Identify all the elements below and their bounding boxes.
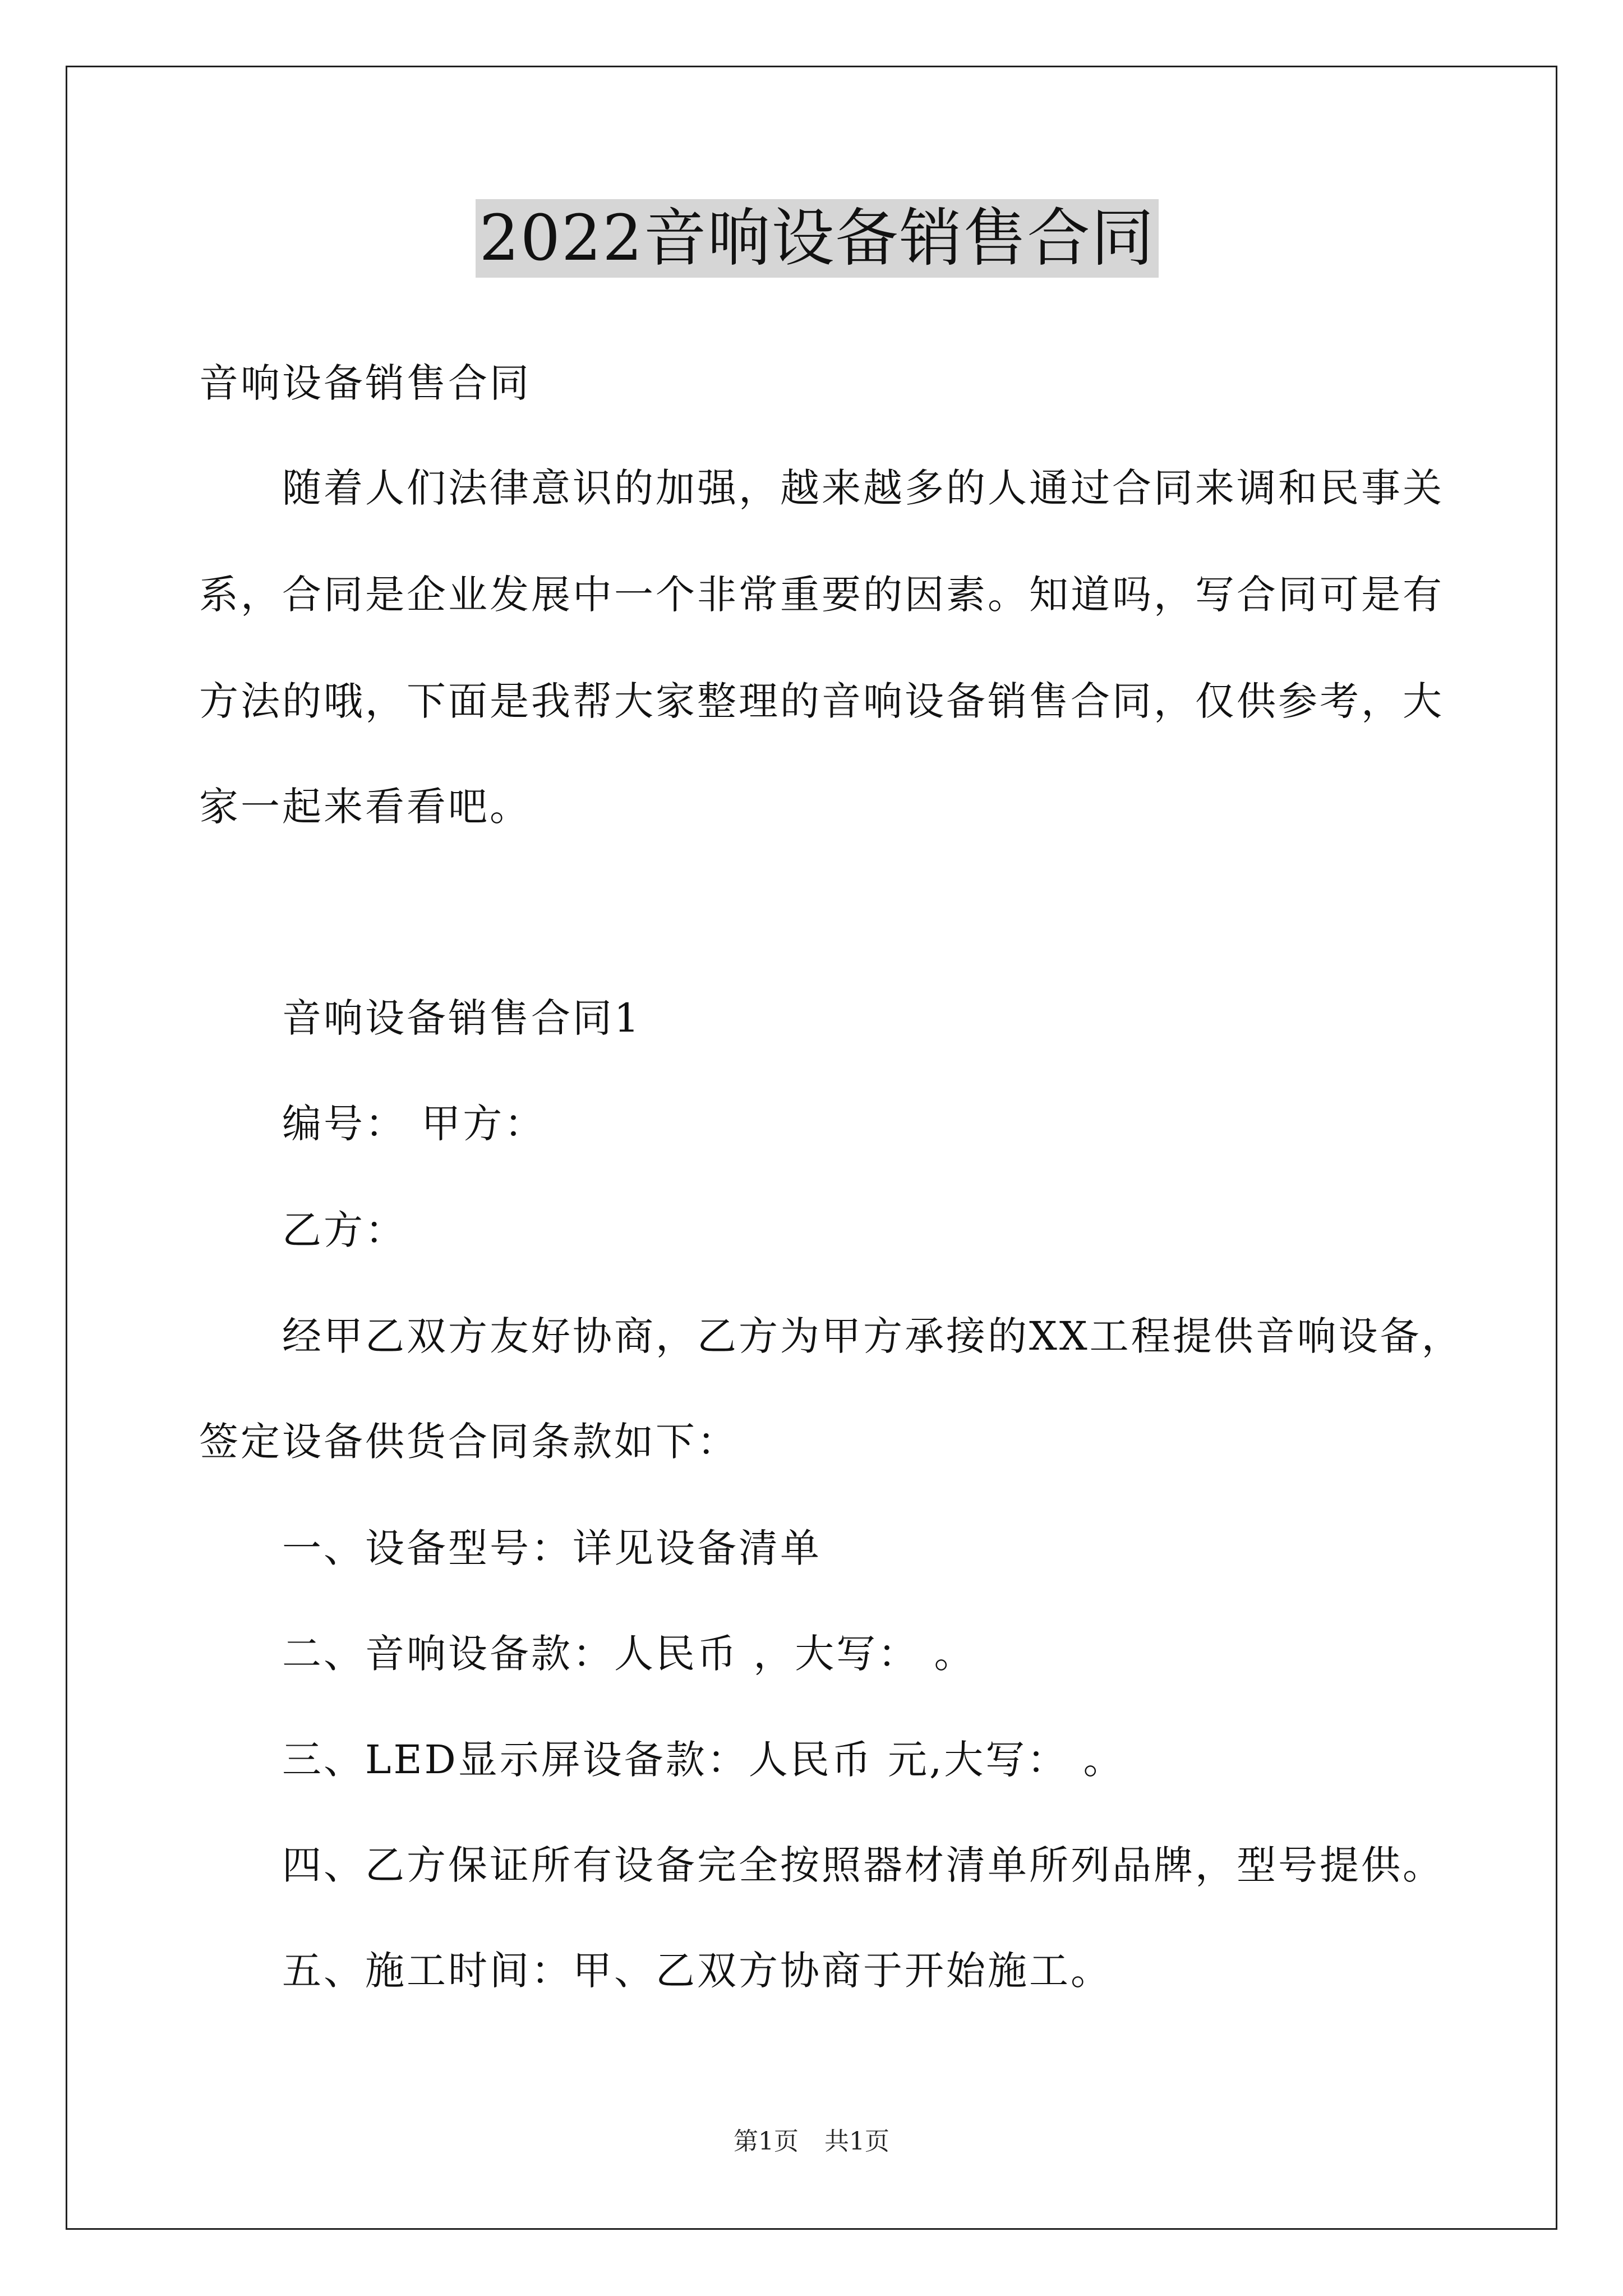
clause-3: 三、LED显示屏设备款：人民币 元,大写： 。: [282, 1737, 1125, 1783]
number-party-a: 编号： 甲方：: [282, 1101, 546, 1147]
contract-heading: 音响设备销售合同1: [282, 995, 642, 1041]
title-container: [199, 199, 1435, 278]
clause-5: 五、施工时间：甲、乙双方协商于开始施工。: [282, 1948, 1112, 1994]
party-b: 乙方：: [282, 1207, 407, 1253]
document-subtitle: 音响设备销售合同: [199, 360, 531, 406]
clause-4: 四、乙方保证所有设备完全按照器材清单所列品牌，型号提供。: [282, 1842, 1444, 1888]
intro-line-3: 方法的哦，下面是我帮大家整理的音响设备销售合同，仅供参考，大: [199, 678, 1444, 724]
intro-line-1: 随着人们法律意识的加强，越来越多的人通过合同来调和民事关: [282, 465, 1444, 511]
document-title: 2022音响设备销售合同: [476, 199, 1158, 278]
page-number-current: 第1页: [734, 2127, 799, 2156]
intro-line-2: 系，合同是企业发展中一个非常重要的因素。知道吗，写合同可是有: [199, 572, 1444, 618]
page-footer: [0, 2125, 1623, 2159]
agreement-line-2: 签定设备供货合同条款如下：: [199, 1419, 739, 1465]
page-number-total: 共1页: [824, 2127, 889, 2156]
clause-2: 二、音响设备款：人民币 ，大写： 。: [282, 1631, 976, 1677]
intro-line-4: 家一起来看看吧。: [199, 784, 531, 830]
agreement-line-1: 经甲乙双方友好协商，乙方为甲方承接的XX工程提供音响设备，: [282, 1313, 1463, 1359]
clause-1: 一、设备型号：详见设备清单: [282, 1525, 822, 1571]
